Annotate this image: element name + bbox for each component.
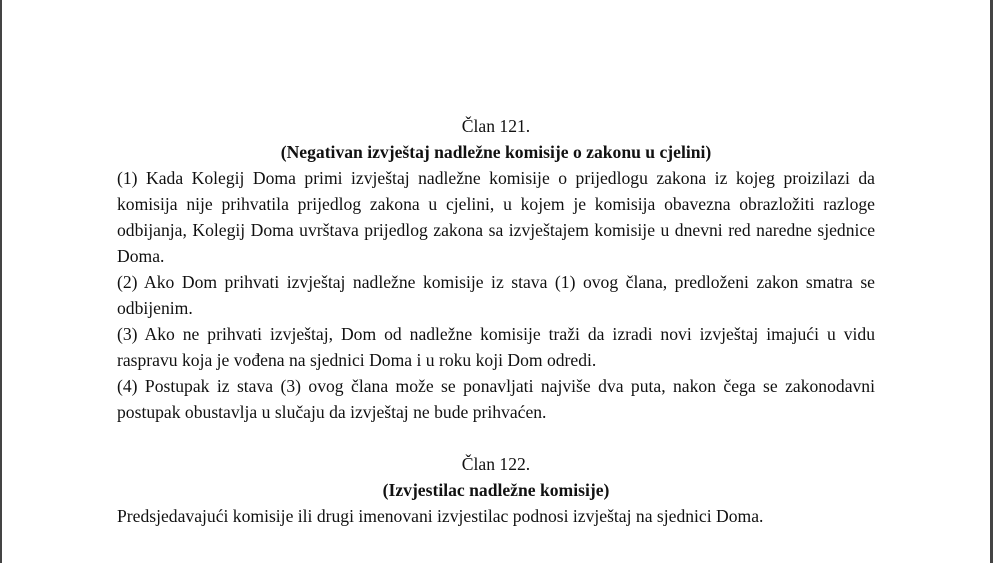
article-title: (Negativan izvještaj nadležne komisije o zakonu u cjelini) bbox=[280, 142, 712, 162]
page-border-left bbox=[0, 0, 2, 563]
article-spacer bbox=[117, 425, 875, 451]
article-paragraph-4: (4) Postupak iz stava (3) ovog člana može se ponavljati najviše dva puta, nakon čega se zakonodavni postupak obustavlja u slučaju da izvještaj ne bude prihvaćen. bbox=[117, 376, 875, 422]
document-page bbox=[117, 113, 875, 529]
article-paragraph-1: (1) Kada Kolegij Doma primi izvještaj nadležne komisije o prijedlogu zakona iz kojeg proizilazi da komisija nije prihvatila prijedlog zakona u cjelini, u kojem je komisija obavezna obrazložiti razloge odbijanja, Kolegij Doma uvrštava prijedlog zakona sa izvještajem komisije u dnevni red naredne sjednice Doma. bbox=[117, 168, 875, 266]
article-paragraph-3: (3) Ako ne prihvati izvještaj, Dom od nadležne komisije traži da izradi novi izvještaj imajući u vidu raspravu koja je vođena na sjednici Doma i u roku koji Dom odredi. bbox=[117, 324, 875, 370]
article-title: (Izvjestilac nadležne komisije) bbox=[382, 480, 610, 500]
article-number: Član 122. bbox=[461, 454, 531, 474]
article-122 bbox=[117, 451, 875, 529]
article-121 bbox=[117, 113, 875, 425]
article-paragraph-2: (2) Ako Dom prihvati izvještaj nadležne komisije iz stava (1) ovog člana, predloženi zakon smatra se odbijenim. bbox=[117, 272, 875, 318]
article-paragraph-1: Predsjedavajući komisije ili drugi imenovani izvjestilac podnosi izvještaj na sjednici Doma. bbox=[117, 506, 764, 526]
article-number: Član 121. bbox=[461, 116, 531, 136]
